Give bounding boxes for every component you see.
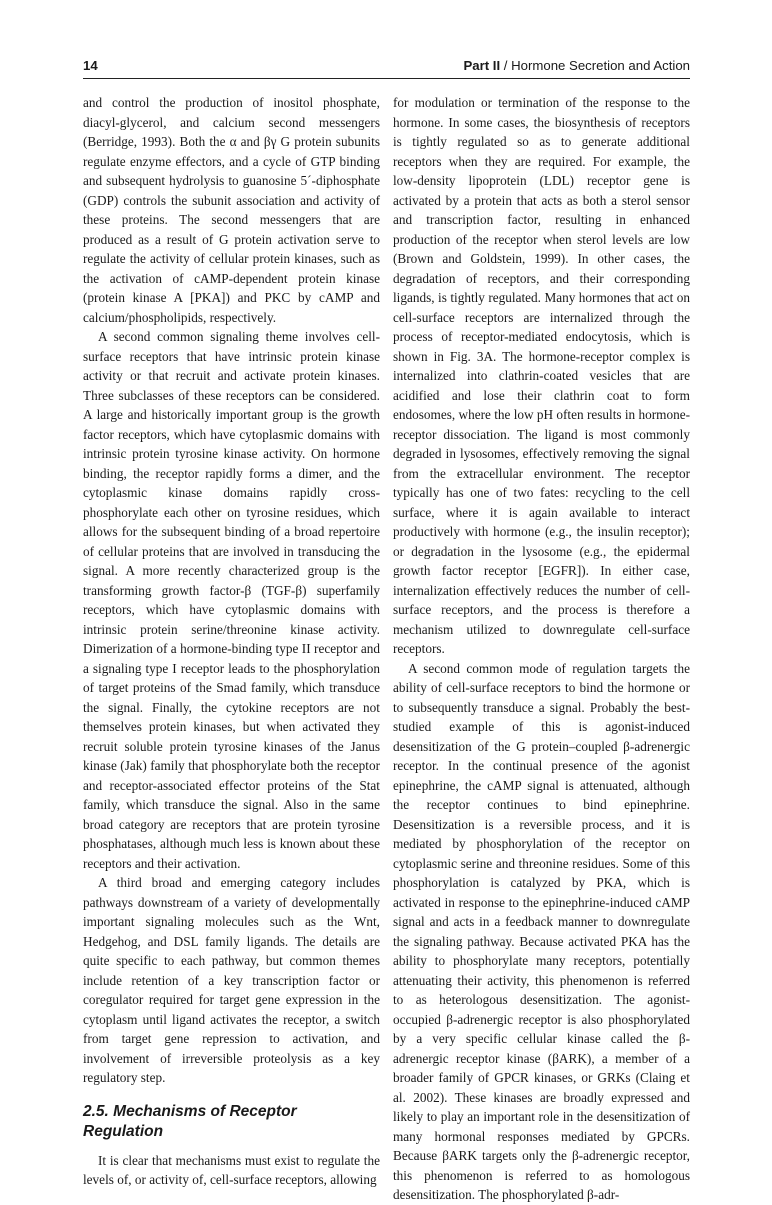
header-rule xyxy=(83,78,690,79)
body-paragraph: and control the production of inositol phosphate, diacyl-glycerol, and calcium second messengers (Berridge, 1993). Both the α and βγ G protein subunits regulate enzyme effectors, and a cycle of GTP binding and subsequent hydrolysis to guanosine 5´-diphosphate (GDP) controls the subunit association and activity of these proteins. The second messengers that are produced as a result of G protein activation serve to regulate the activity of cellular protein kinases, such as the activation of cAMP-dependent protein kinase (protein kinase A [PKA]) and PKC by cAMP and calcium/phospholipids, respectively. xyxy=(83,95,380,325)
left-column xyxy=(83,93,380,1190)
page-header xyxy=(83,58,690,78)
page-number: 14 xyxy=(83,58,98,73)
running-head-part: Part II xyxy=(463,58,501,73)
section-heading: 2.5. Mechanisms of Receptor Regulation xyxy=(83,1102,297,1140)
body-paragraph: A second common mode of regulation targets the ability of cell-surface receptors to bind the hormone or to subsequently transduce a signal. Probably the best-studied example of this is agonist-induced desensitization of the G protein–coupled β-adrenergic receptor. In the continual presence of the agonist epinephrine, the cAMP signal is attenuated, although the receptor continues to bind epinephrine. Desensitization is a reversible process, and it is mediated by phosphorylation of the receptor on cytoplasmic serine and threonine residues. Some of this phosphorylation is catalyzed by PKA, which is activated in response to the epinephrine-induced cAMP signal and acts in a feedback manner to downregulate the signaling pathway. Because activated PKA has the ability to phosphorylate many receptors, potentially attenuating their activity, this phenomenon is referred to as heterologous desensitization. The agonist-occupied β-adrenergic receptor is also phosphorylated by a very specific cellular kinase called the β-adrenergic receptor kinase (βARK), a member of a broader family of GPCR kinases, or GRKs (Claing et al. 2002). These kinases are broadly expressed and likely to play an important role in the desensitization of many hormonal responses mediated by GPCRs. Because βARK targets only the β-adrenergic receptor, this phenomenon is referred to as homologous desensitization. The phosphorylated β-adr- xyxy=(393,660,690,1202)
right-column xyxy=(393,93,690,1205)
body-paragraph: A third broad and emerging category includes pathways downstream of a variety of developmentally important signaling molecules such as the Wnt, Hedgehog, and DSL family ligands. The details are quite specific to each pathway, but common themes include retention of a key transcription factor or coregulator required for target gene expression in the cytoplasm until ligand activates the receptor, a switch from target gene repression to activation, and involvement of irreversible proteolysis as a key regulatory step. xyxy=(83,875,380,1085)
body-paragraph: for modulation or termination of the response to the hormone. In some cases, the biosynthesis of receptors is tightly regulated so as to generate additional receptors when they are required. For example, the low-density lipoprotein (LDL) receptor gene is activated by a protein that acts as both a sterol sensor and transcription factor, resulting in enhanced production of the receptor when sterol levels are low (Brown and Goldstein, 1999). In other cases, the degradation of receptors, and their corresponding ligands, is tightly regulated. Many hormones that act on cell-surface receptors are internalized through the process of receptor-mediated endocytosis, which is shown in Fig. 3A. The hormone-receptor complex is internalized into clathrin-coated vesicles that are acidified and lose their clathrin coat to form endosomes, where the low pH often results in hormone-receptor dissociation. The ligand is most commonly degraded in lysosomes, effectively removing the signal from the extracellular environment. The receptor typically has one of two fates: recycling to the cell surface, where it is again available to interact productively with hormone (e.g., the insulin receptor); or degradation in the lysosome (e.g., the epidermal growth factor receptor [EGFR]). In either case, internalization effectively reduces the number of cell-surface receptors, and the process is therefore a mechanism utilized to downregulate cell-surface receptors. xyxy=(393,95,690,656)
running-head-title: Hormone Secretion and Action xyxy=(511,58,690,73)
body-paragraph: A second common signaling theme involves cell-surface receptors that have intrinsic protein kinase activity or that recruit and activate protein kinases. Three subclasses of these receptors can be considered. A large and historically important group is the growth factor receptors, which have cytoplasmic domains with intrinsic protein tyrosine kinase activity. On hormone binding, the receptor rapidly forms a dimer, and the cytoplasmic kinase domains rapidly cross-phosphorylate each other on tyrosine residues, which allows for the subsequent binding of a broad repertoire of cellular proteins that are involved in transducing the signal. A more recently characterized group is the transforming growth factor-β (TGF-β) superfamily receptors, which have cytoplasmic domains with intrinsic protein serine/threonine kinase activity. Dimerization of a hormone-binding type II receptor and a signaling type I receptor leads to the phosphorylation of target proteins of the Smad family, which transduce the signal. Finally, the cytokine receptors are not themselves protein kinases, but when activated they recruit soluble protein tyrosine kinases of the Janus kinase (Jak) family that phosphorylate both the receptor and receptor-associated effector proteins of the Stat family, which transduce the signal. Also in the same broad category are receptors that are protein tyrosine phosphatases, although much less is known about these receptors and their activation. xyxy=(83,329,380,871)
running-head xyxy=(463,58,690,73)
running-head-separator: / xyxy=(500,58,512,73)
body-paragraph: It is clear that mechanisms must exist to regulate the levels of, or activity of, cell-surface receptors, allowing xyxy=(83,1152,380,1187)
